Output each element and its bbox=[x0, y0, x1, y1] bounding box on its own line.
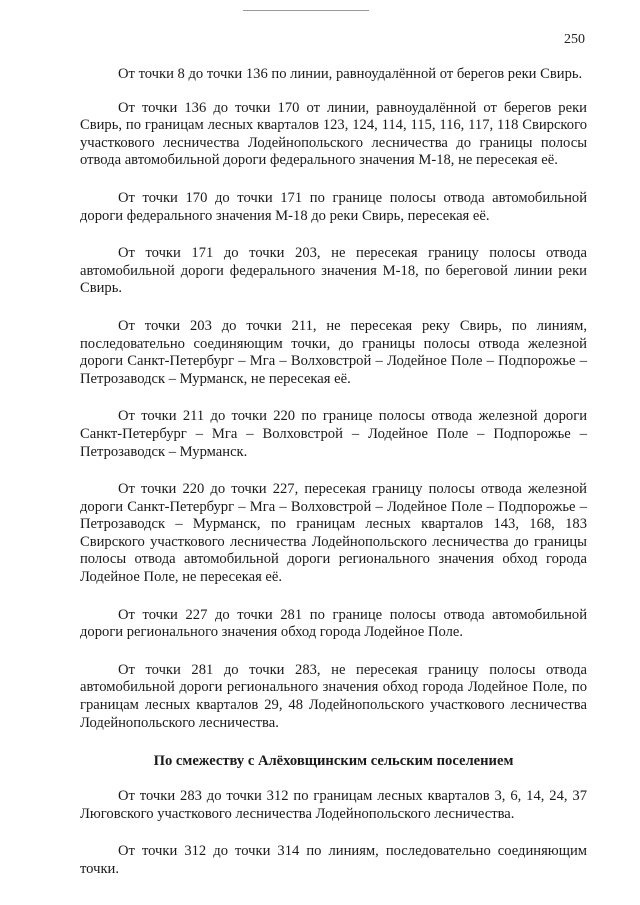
paragraph-312-314: От точки 312 до точки 314 по линиям, последовательно соединяющим точки. bbox=[80, 843, 587, 877]
paragraph-171-203: От точки 171 до точки 203, не пересекая границу полосы отвода автомобильной дороги федерального значения М-18, по береговой линии реки Свирь. bbox=[80, 245, 587, 297]
paragraph-220-227: От точки 220 до точки 227, пересекая границу полосы отвода железной дороги Санкт-Петербург – Мга – Волховстрой – Лодейное Поле – Подпорожье – Петрозаводск – Мурманск, по границам лесных кварталов 143, 168, 183 Свирского участкового лесничества Лодейнопольского лесничества до границы полосы отвода автомобильной дороги регионального значения обход города Лодейное Поле, не пересекая её. bbox=[80, 481, 587, 586]
paragraph-283-312: От точки 283 до точки 312 по границам лесных кварталов 3, 6, 14, 24, 37 Люговского участкового лесничества Лодейнопольского лесничества. bbox=[80, 788, 587, 822]
paragraph-281-283: От точки 281 до точки 283, не пересекая границу полосы отвода автомобильной дороги регионального значения обход города Лодейное Поле, по границам лесных кварталов 29, 48 Лодейнопольского участкового лесничества Лодейнопольского лесничества. bbox=[80, 661, 587, 731]
paragraph-170-171: От точки 170 до точки 171 по границе полосы отвода автомобильной дороги федерального значения М-18 до реки Свирь, пересекая её. bbox=[80, 189, 587, 224]
document-body bbox=[80, 66, 587, 899]
paragraph-8-136: От точки 8 до точки 136 по линии, равноудалённой от берегов реки Свирь. bbox=[118, 66, 583, 82]
paragraph-136-170: От точки 136 до точки 170 от линии, равноудалённой от берегов реки Свирь, по границам лесных кварталов 123, 124, 114, 115, 116, 117, 118 Свирского участкового лесничества Лодейнопольского лесничества до границы полосы отвода автомобильной дороги федерального значения М-18, не пересекая её. bbox=[80, 99, 587, 169]
scan-header-line bbox=[243, 10, 369, 11]
paragraph-203-211: От точки 203 до точки 211, не пересекая реку Свирь, по линиям, последовательно соединяющим точки, до границы полосы отвода железной дороги Санкт-Петербург – Мга – Волховстрой – Лодейное Поле – Подпорожье – Петрозаводск – Мурманск, не пересекая её. bbox=[80, 317, 587, 387]
page-number: 250 bbox=[564, 32, 585, 47]
paragraph-211-220: От точки 211 до точки 220 по границе полосы отвода железной дороги Санкт-Петербург – Мга – Волховстрой – Лодейное Поле – Подпорожье – Петрозаводск – Мурманск. bbox=[80, 408, 587, 460]
section-heading: По смежеству с Алёховщинским сельским поселением bbox=[153, 753, 514, 770]
paragraph-227-281: От точки 227 до точки 281 по границе полосы отвода автомобильной дороги регионального значения обход города Лодейное Поле. bbox=[80, 606, 587, 641]
